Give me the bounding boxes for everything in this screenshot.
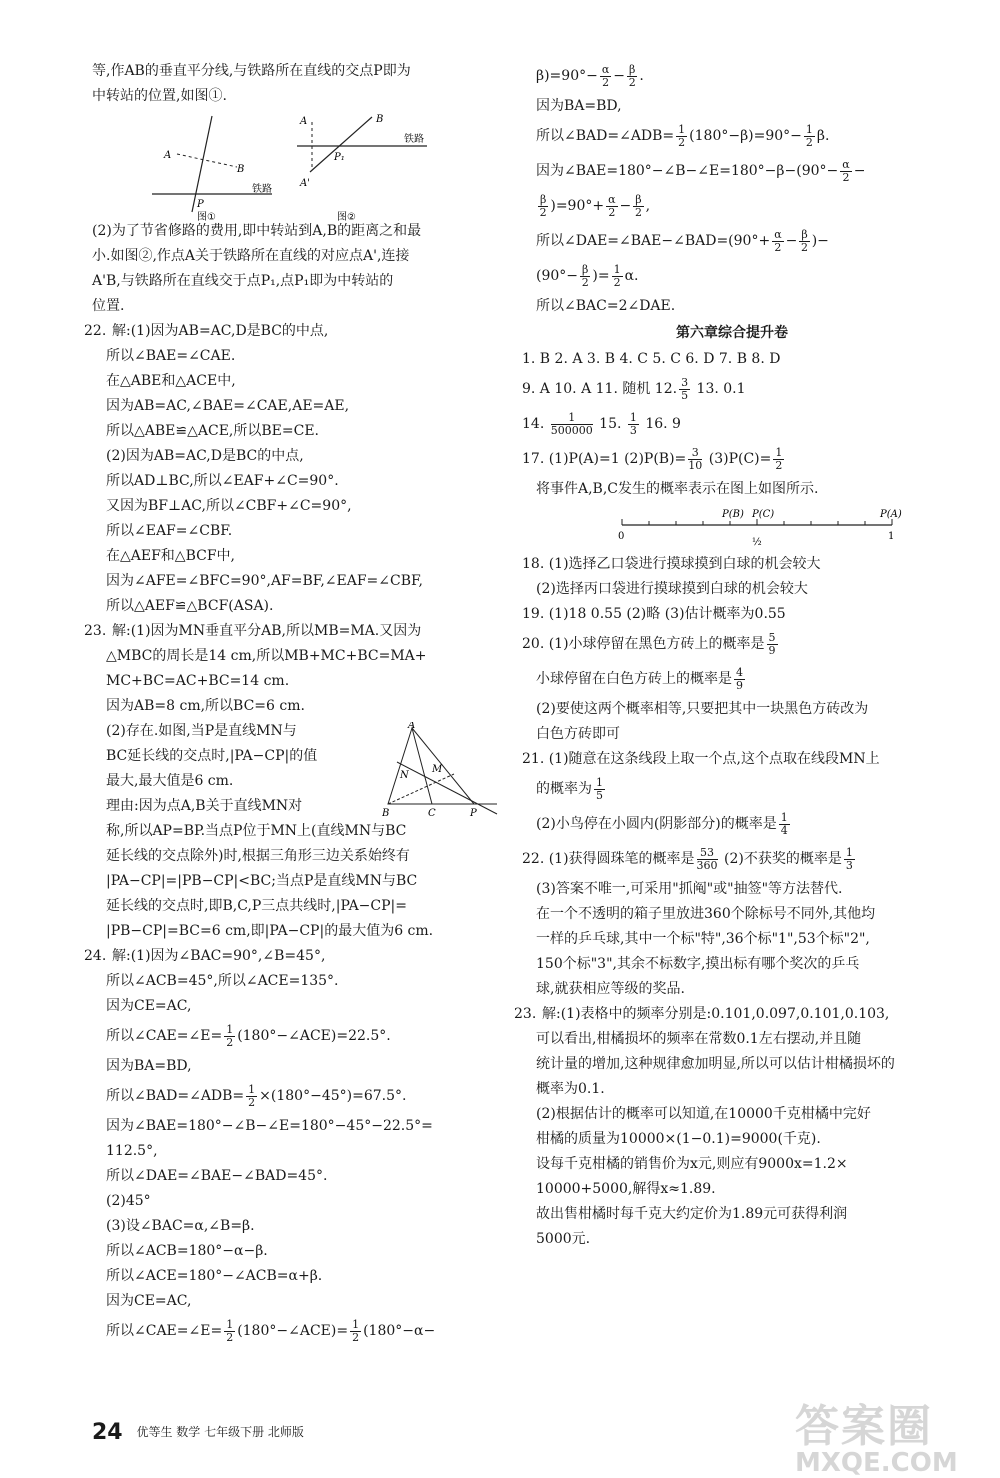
- watermark-url: MXQE.COM: [795, 1448, 958, 1478]
- text-line: $\frac{\beta}{2}$ )=90°+ $\frac{\alpha}{2}$ − $\frac{\beta}{2}$ ,: [539, 192, 651, 219]
- answer-line: (2)要使这两个概率相等,只要把其中一块黑色方砖改为: [536, 701, 869, 717]
- label-half: ½: [752, 537, 762, 548]
- text-line: 位置.: [92, 298, 125, 314]
- text-line: 23. 解:(1)因为MN垂直平分AB,所以MB=MA.又因为: [84, 623, 422, 639]
- rail-label: 铁路: [404, 134, 424, 145]
- text-line: 因为BA=BD,: [106, 1058, 192, 1074]
- answer-line: 1. B 2. A 3. B 4. C 5. C 6. D 7. B 8. D: [522, 351, 781, 367]
- answer-line: 150个标"3",其余不标数字,摸出标有哪个奖次的乒乓: [536, 956, 860, 972]
- label-A: A: [164, 150, 172, 161]
- question-number: 24.: [84, 948, 107, 964]
- watermark-big: 答案圈: [795, 1401, 933, 1452]
- text-line: 概率为0.1.: [536, 1081, 605, 1097]
- text-line: 所以∠ACE=180°−∠ACB=α+β.: [106, 1268, 323, 1284]
- fig2-caption: 图②: [337, 212, 356, 222]
- label-B: B: [237, 164, 245, 175]
- right-column: [514, 62, 942, 1255]
- label-B: B: [382, 808, 390, 817]
- text-line: 柑橘的质量为10000×(1−0.1)=9000(千克).: [536, 1131, 821, 1147]
- text-line: MC+BC=AC+BC=14 cm.: [106, 673, 290, 689]
- question-23-right: [514, 1005, 942, 1248]
- answer-line: (2)选择丙口袋进行摸球摸到白球的机会较大: [536, 581, 808, 597]
- text-line: (2)存在.如图,当P是直线MN与: [106, 723, 297, 739]
- answer-line: 20. (1)小球停留在黑色方砖上的概率是 $\frac{5}{9}$: [522, 630, 776, 657]
- question-23: [84, 622, 492, 940]
- answer-line: 小球停留在白色方砖上的概率是 $\frac{4}{9}$: [536, 665, 743, 692]
- text-line: 因为AB=AC,∠BAE=∠CAE,AE=AE,: [106, 398, 350, 414]
- fig1-caption: 图①: [197, 212, 216, 222]
- label-zero: 0: [618, 531, 625, 542]
- text-line: 所以△ABE≌△ACE,所以BE=CE.: [106, 423, 319, 439]
- answer-line: 球,就获相应等级的奖品.: [536, 981, 685, 997]
- text-line: 因为BA=BD,: [536, 98, 622, 114]
- watermark-logo: [795, 1390, 958, 1478]
- question-24: [84, 947, 492, 1345]
- text-line: A'B,与铁路所在直线交于点P₁,点P₁即为中转站的: [92, 273, 394, 289]
- question-22: [84, 322, 492, 615]
- fraction: $\frac{1}{2}$: [248, 1082, 256, 1109]
- label-M: M: [432, 764, 443, 775]
- text-line: △MBC的周长是14 cm,所以MB+MC+BC=MA+: [106, 648, 427, 664]
- probability-number-line: [612, 505, 912, 555]
- figure-23: [382, 722, 502, 817]
- answer-line: 一样的乒乓球,其中一个标"特",36个标"1",53个标"2",: [536, 931, 870, 947]
- answer-line: 19. (1)18 0.55 (2)略 (3)估计概率为0.55: [522, 606, 786, 622]
- fraction: $\frac{1}{2}$: [226, 1317, 234, 1344]
- text-line: 等,作AB的垂直平分线,与铁路所在直线的交点P即为: [92, 63, 411, 79]
- answer-line: 在一个不透明的箱子里放进360个除标号不同外,其他均: [536, 906, 876, 922]
- text-line: (90°− $\frac{\beta}{2}$ )= $\frac{1}{2}$ α.: [536, 262, 639, 289]
- text-line: (3)设∠BAC=α,∠B=β.: [106, 1218, 255, 1234]
- text-line: 所以∠EAF=∠CBF.: [106, 523, 233, 539]
- section-heading: 第六章综合提升卷: [676, 325, 788, 341]
- text-line: 在△ABE和△ACE中,: [106, 373, 236, 389]
- text-line: 所以∠ACB=45°,所以∠ACE=135°.: [106, 973, 339, 989]
- label-A: A: [408, 722, 416, 731]
- answer-line: 22. (1)获得圆珠笔的概率是 $\frac{53}{360}$ (2)不获奖的概率是 $\frac{1}{3}$: [522, 845, 853, 872]
- text-line: (2)为了节省修路的费用,即中转站到A,B的距离之和最: [92, 223, 422, 239]
- answer-line: (2)小鸟停在小圆内(阴影部分)的概率是 $\frac{1}{4}$: [536, 810, 788, 837]
- label-N: N: [400, 770, 409, 781]
- text-line: 所以∠CAE=∠E= $\frac{1}{2}$ (180°−∠ACE)=22.5°.: [106, 1022, 391, 1049]
- text-line: 所以△AEF≌△BCF(ASA).: [106, 598, 274, 614]
- label-pa: P(A): [880, 509, 902, 520]
- text-line: 理由:因为点A,B关于直线MN对: [106, 798, 303, 814]
- footer-text: 优等生 数学 七年级下册 北师版: [136, 1425, 304, 1439]
- question-number: 22.: [84, 323, 107, 339]
- page-footer: [92, 1420, 304, 1445]
- text-line: 又因为BF⊥AC,所以∠CBF+∠C=90°,: [106, 498, 352, 514]
- fraction: $\frac{1}{2}$: [352, 1317, 360, 1344]
- label-A-prime: A': [300, 178, 310, 189]
- label-P: P: [470, 808, 477, 817]
- figures-1-2: [92, 112, 492, 222]
- label-one: 1: [888, 531, 895, 542]
- text-line: 所以AD⊥BC,所以∠EAF+∠C=90°.: [106, 473, 339, 489]
- answer-line: 18. (1)选择乙口袋进行摸球摸到白球的机会较大: [522, 556, 821, 572]
- label-C: C: [428, 808, 436, 817]
- label-pc: P(C): [752, 509, 775, 520]
- answer-line: 21. (1)随意在这条线段上取一个点,这个点取在线段MN上: [522, 751, 880, 767]
- label-P: P: [197, 199, 204, 210]
- answer-line: 14. $\frac{1}{500000}$ 15. $\frac{1}{3}$ 16. 9: [522, 410, 681, 437]
- text-line: (2)因为AB=AC,D是BC的中点,: [106, 448, 304, 464]
- text-line: 所以∠BAD=∠ADB= $\frac{1}{2}$ ×(180°−45°)=67.5°.: [106, 1082, 407, 1109]
- text-line: 因为∠BAE=180°−∠B−∠E=180°−45°−22.5°=: [106, 1118, 433, 1134]
- text-line: 23. 解:(1)表格中的频率分别是:0.101,0.097,0.101,0.103,: [514, 1006, 890, 1022]
- answer-line: 的概率为 $\frac{1}{5}$: [536, 775, 603, 802]
- text-line: 可以看出,柑橘损坏的频率在常数0.1左右摆动,并且随: [536, 1031, 862, 1047]
- text-line: 所以∠DAE=∠BAE−∠BAD=45°.: [106, 1168, 328, 1184]
- text-line: 因为∠BAE=180°−∠B−∠E=180°−β−(90°− $\frac{\alpha}{2}$ −: [536, 157, 866, 184]
- text-line: 延长线的交点时,即B,C,P三点共线时,|PA−CP|=: [106, 898, 407, 914]
- text-line: 延长线的交点除外)时,根据三角形三边关系始终有: [106, 848, 410, 864]
- text-line: 中转站的位置,如图①.: [92, 88, 227, 104]
- answer-line: 将事件A,B,C发生的概率表示在图上如图所示.: [536, 481, 819, 497]
- label-A: A: [300, 116, 308, 127]
- left-column: [84, 62, 492, 1352]
- text-line: |PA−CP|=|PB−CP|<BC;当点P是直线MN与BC: [106, 873, 418, 889]
- text-line: 所以∠BAD=∠ADB= $\frac{1}{2}$ (180°−β)=90°− $\frac{1}{2}$ β.: [536, 122, 830, 149]
- text-line: 5000元.: [536, 1231, 591, 1247]
- fraction: $\frac{1}{2}$: [226, 1022, 234, 1049]
- text-line: 设每千克柑橘的销售价为x元,则应有9000x=1.2×: [536, 1156, 848, 1172]
- text-line: 统计量的增加,这种规律愈加明显,所以可以估计柑橘损坏的: [536, 1056, 895, 1072]
- text-line: 22. 解:(1)因为AB=AC,D是BC的中点,: [84, 323, 329, 339]
- text-line: (2)45°: [106, 1193, 151, 1209]
- figure-1: [142, 112, 282, 222]
- text-line: 所以∠BAE=∠CAE.: [106, 348, 236, 364]
- text-line: BC延长线的交点时,|PA−CP|的值: [106, 748, 318, 764]
- text-line: 故出售柑橘时每千克大约定价为1.89元可获得利润: [536, 1206, 848, 1222]
- text-line: 因为CE=AC,: [106, 998, 192, 1014]
- answer-line: (3)答案不唯一,可采用"抓阄"或"抽签"等方法替代.: [536, 881, 843, 897]
- answer-line: 9. A 10. A 11. 随机 12. $\frac{3}{5}$ 13. 0.1: [522, 375, 746, 402]
- answer-line: 白色方砖即可: [536, 726, 620, 742]
- text-line: 小.如图②,作点A关于铁路所在直线的对应点A',连接: [92, 248, 410, 264]
- question-number: 23.: [514, 1006, 537, 1022]
- text-line: |PB−CP|=BC=6 cm,即|PA−CP|的最大值为6 cm.: [106, 923, 434, 939]
- text-line: β)=90°− $\frac{\alpha}{2}$ − $\frac{\beta}{2}$ .: [536, 62, 644, 89]
- text-line: (2)根据估计的概率可以知道,在10000千克柑橘中完好: [536, 1106, 871, 1122]
- text-line: 所以∠DAE=∠BAE−∠BAD=(90°+ $\frac{\alpha}{2}$ − $\frac{\beta}{2}$ )−: [536, 227, 829, 254]
- answer-line: 17. (1)P(A)=1 (2)P(B)= $\frac{3}{10}$ (3)P(C)= $\frac{1}{2}$: [522, 445, 783, 472]
- label-pb: P(B): [722, 509, 744, 520]
- text-line: 因为AB=8 cm,所以BC=6 cm.: [106, 698, 305, 714]
- question-24-continued: [522, 62, 942, 315]
- question-number: 23.: [84, 623, 107, 639]
- text-line: 因为CE=AC,: [106, 1293, 192, 1309]
- rail-label: 铁路: [252, 184, 272, 195]
- text-line: 所以∠ACB=180°−α−β.: [106, 1243, 268, 1259]
- page-number: 24: [92, 1420, 123, 1445]
- text-line: 112.5°,: [106, 1143, 158, 1159]
- label-B: B: [376, 114, 384, 125]
- text-line: 最大,最大值是6 cm.: [106, 773, 234, 789]
- text-line: 所以∠BAC=2∠DAE.: [536, 298, 676, 314]
- text-line: 24. 解:(1)因为∠BAC=90°,∠B=45°,: [84, 948, 326, 964]
- label-P1: P₁: [334, 152, 345, 163]
- text-line: 在△AEF和△BCF中,: [106, 548, 236, 564]
- text-line: 所以∠CAE=∠E= $\frac{1}{2}$ (180°−∠ACE)= $\frac{1}{2}$ (180°−α−: [106, 1317, 436, 1344]
- text-line: 10000+5000,解得x≈1.89.: [536, 1181, 716, 1197]
- figure-2: [292, 112, 442, 222]
- text-line: 因为∠AFE=∠BFC=90°,AF=BF,∠EAF=∠CBF,: [106, 573, 423, 589]
- text-line: 称,所以AP=BP.当点P位于MN上(直线MN与BC: [106, 823, 407, 839]
